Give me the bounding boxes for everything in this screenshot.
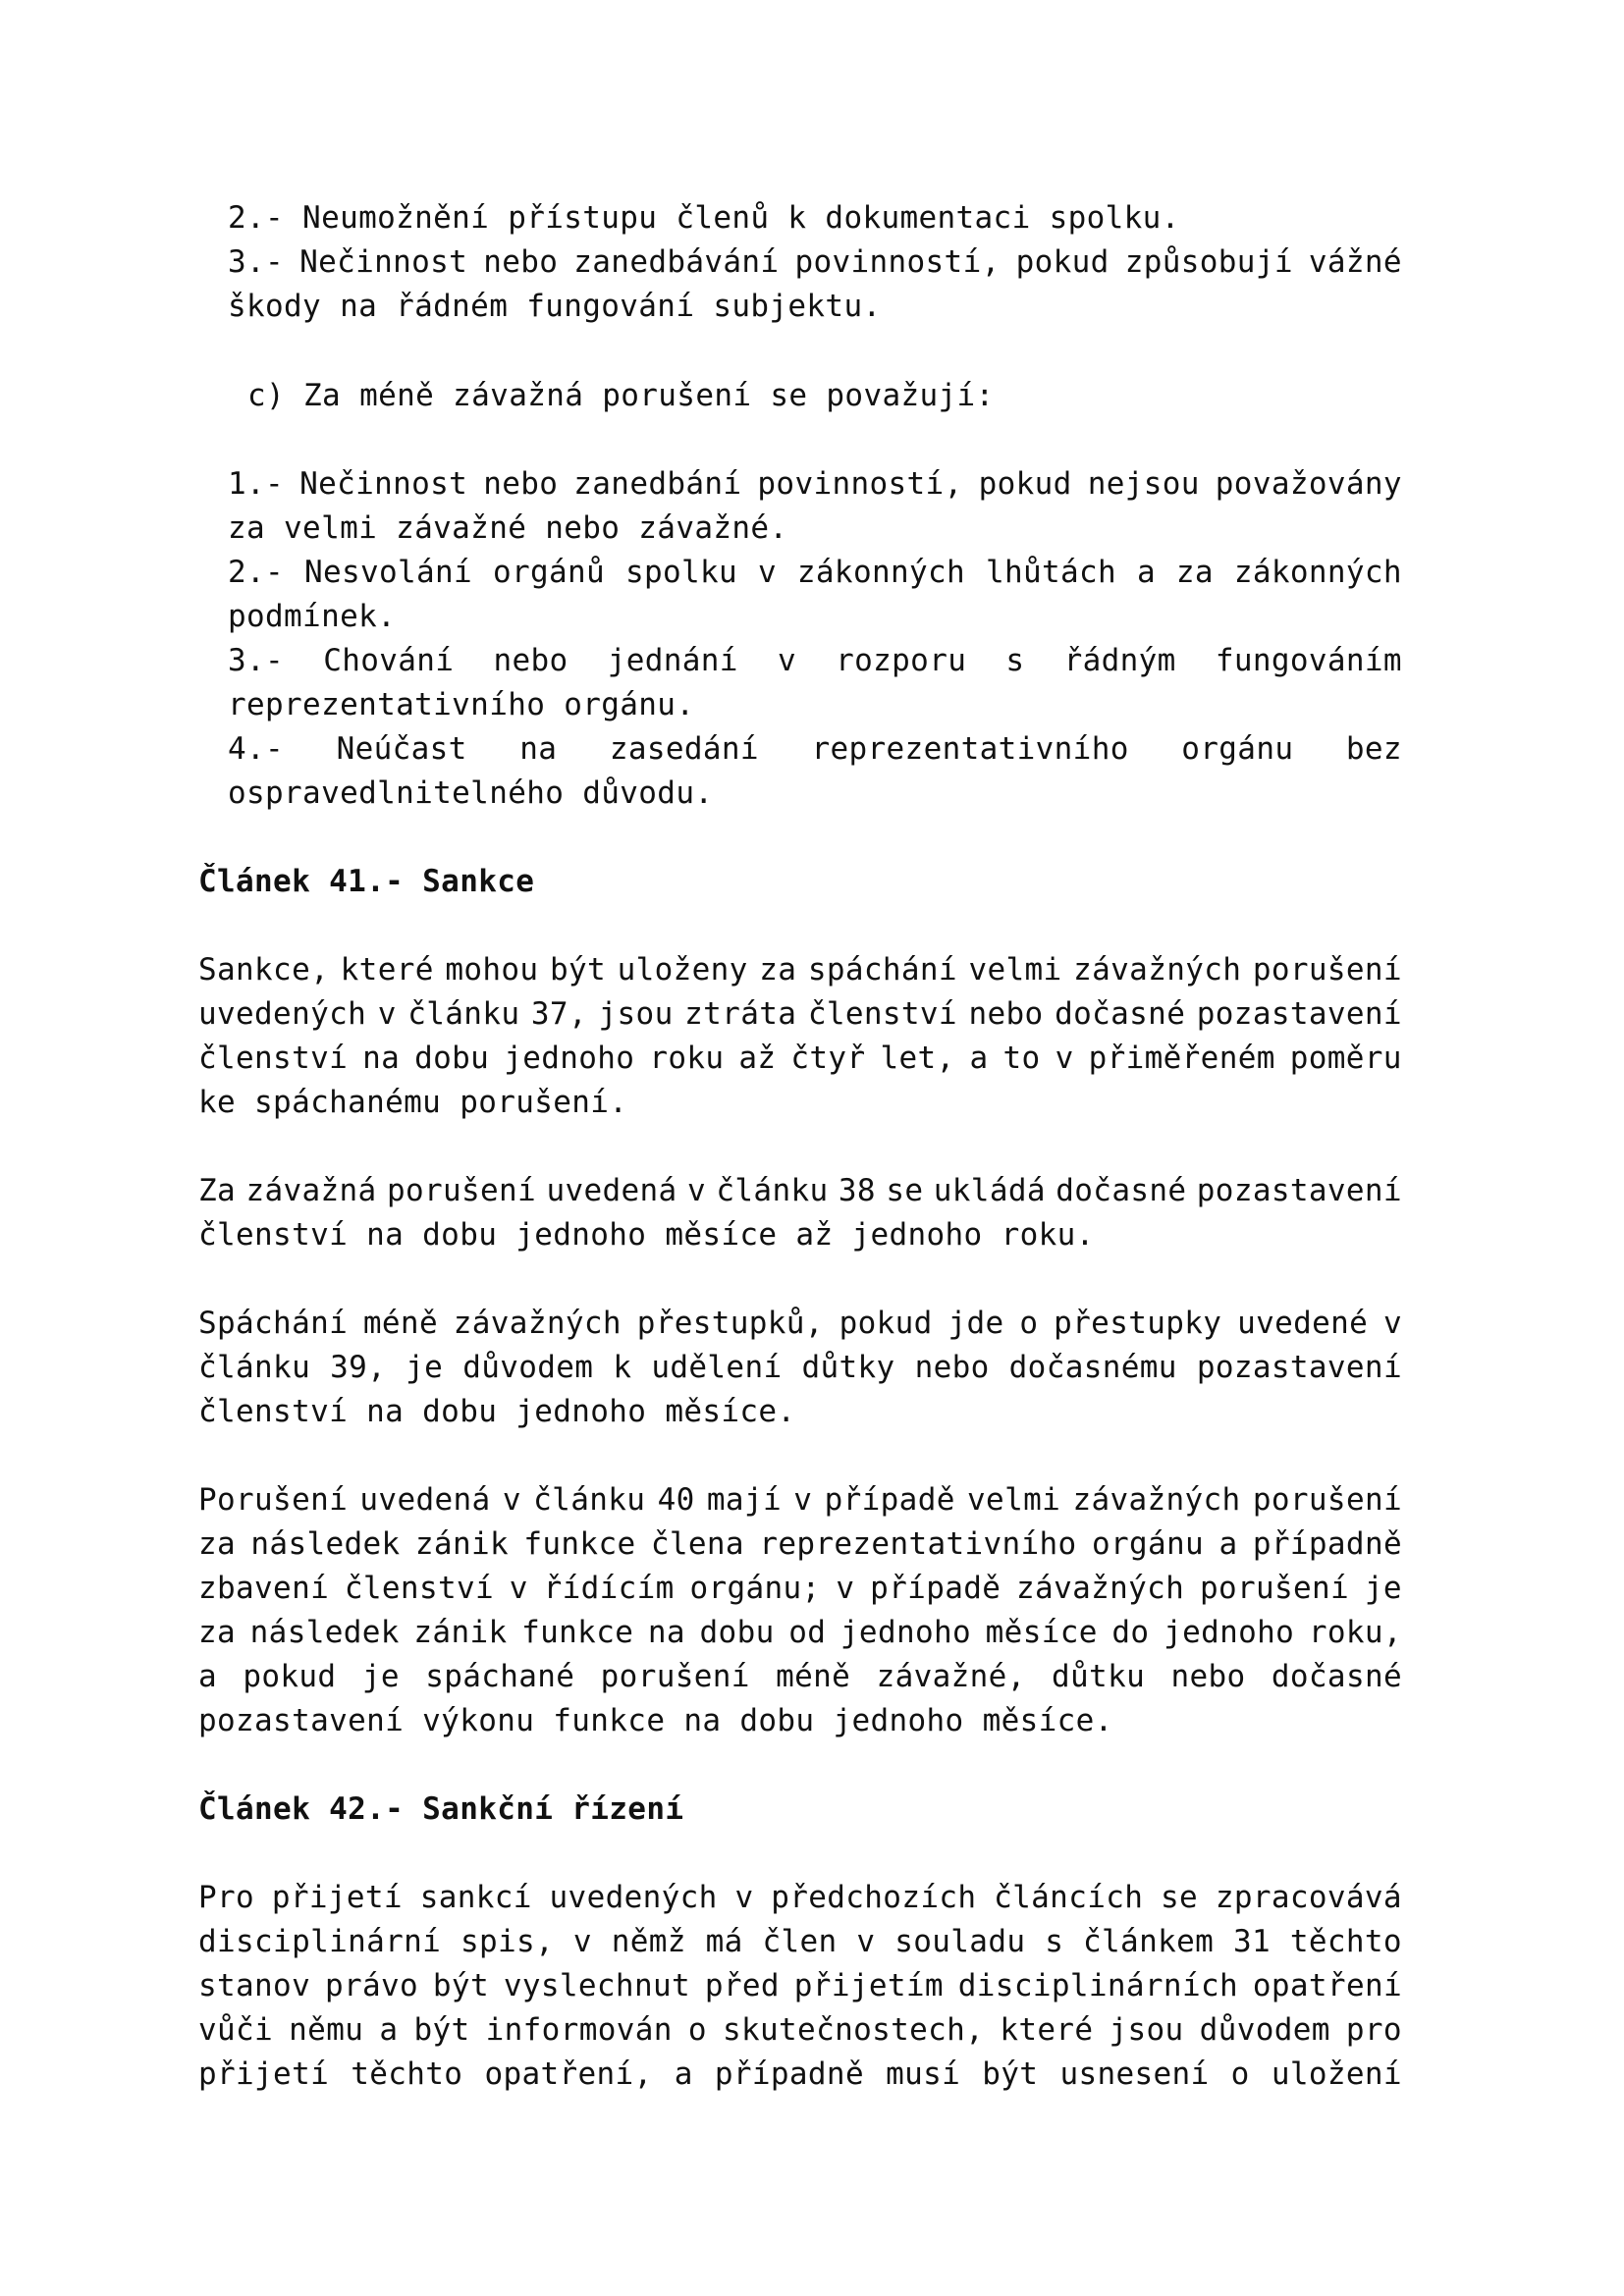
word: mohou — [445, 952, 539, 988]
word: orgánu — [1091, 1526, 1205, 1562]
word: a — [1136, 555, 1156, 590]
word: v — [377, 996, 397, 1032]
word: povinností, — [794, 244, 1001, 280]
word: sankcí — [419, 1880, 532, 1915]
word: vyslechnut — [503, 1968, 690, 2003]
word: článku — [198, 1350, 311, 1385]
word: k — [613, 1350, 632, 1385]
word: Spáchání — [198, 1306, 349, 1341]
word: v — [793, 1482, 813, 1518]
word: závažná — [245, 1173, 377, 1208]
word: zákonných — [1233, 555, 1402, 590]
word: jednoho — [839, 1615, 972, 1650]
word: a — [379, 2012, 399, 2048]
word: uvedená — [359, 1482, 491, 1518]
word: pokud — [839, 1306, 933, 1341]
word: pokud — [1015, 244, 1110, 280]
word: a — [969, 1041, 989, 1076]
word: stanov — [198, 1968, 311, 2003]
list-item — [228, 729, 1402, 769]
paragraph-line — [198, 1171, 1402, 1210]
word: o — [1230, 2056, 1250, 2092]
word: v — [686, 1173, 706, 1208]
word: které — [340, 952, 434, 988]
word: skutečnostech, — [723, 2012, 985, 2048]
word: o — [1019, 1306, 1039, 1341]
word: 2.- — [228, 555, 285, 590]
word: je — [1364, 1571, 1402, 1606]
word: nejsou — [1087, 466, 1200, 502]
word: členství — [198, 1041, 349, 1076]
word: méně — [362, 1306, 438, 1341]
word: spáchané — [425, 1659, 575, 1694]
word: se — [1161, 1880, 1199, 1915]
word: spis, — [460, 1924, 555, 1959]
word: článcích — [994, 1880, 1144, 1915]
word: závažných — [1016, 1571, 1185, 1606]
paragraph-line — [198, 1348, 1402, 1387]
paragraph-last-line: členství na dobu jednoho měsíce. — [198, 1394, 796, 1429]
word: čtyř — [790, 1041, 866, 1076]
word: orgánu — [1181, 731, 1294, 767]
paragraph-line — [198, 1569, 1402, 1608]
word: člen — [762, 1924, 838, 1959]
word: uložení — [1271, 2056, 1402, 2092]
word: vážné — [1308, 244, 1402, 280]
word: reprezentativního — [811, 731, 1129, 767]
word: jsou — [1109, 2012, 1184, 2048]
word: v — [757, 555, 777, 590]
list-item-continuation: za velmi závažné nebo závažné. — [228, 510, 788, 546]
paragraph-line — [198, 1304, 1402, 1343]
word: zanedbávání — [573, 244, 780, 280]
word: nebo — [483, 466, 559, 502]
list-item-continuation: reprezentativního orgánu. — [228, 687, 695, 722]
word: které — [1000, 2012, 1094, 2048]
word: měsíce — [985, 1615, 1098, 1650]
word: orgánů — [492, 555, 606, 590]
word: závažných — [1073, 952, 1242, 988]
list-item-continuation: podmínek. — [228, 599, 397, 634]
word: porušení — [600, 1659, 750, 1694]
word: pokud — [978, 466, 1072, 502]
word: musí — [886, 2056, 961, 2092]
word: řídícím — [543, 1571, 675, 1606]
word: v — [502, 1482, 521, 1518]
word: jednoho — [504, 1041, 635, 1076]
word: za — [198, 1615, 237, 1650]
word: opatření, — [484, 2056, 653, 2092]
word: uloženy — [617, 952, 748, 988]
word: 39, — [330, 1350, 387, 1385]
list-item-continuation: škody na řádném fungování subjektu. — [228, 289, 882, 324]
paragraph-line — [198, 1657, 1402, 1696]
word: se — [886, 1173, 924, 1208]
word: předchozích — [771, 1880, 977, 1915]
word: opatření — [1252, 1968, 1402, 2003]
word: zákonných — [796, 555, 966, 590]
word: Nečinnost — [299, 244, 468, 280]
word: za — [759, 952, 797, 988]
word: zánik — [413, 1615, 508, 1650]
word: v — [572, 1924, 592, 1959]
word: pokud — [243, 1659, 337, 1694]
word: na — [362, 1041, 401, 1076]
word: závažné, — [876, 1659, 1026, 1694]
word: za — [1175, 555, 1214, 590]
word: až — [738, 1041, 777, 1076]
word: bez — [1345, 731, 1402, 767]
word: roku, — [1308, 1615, 1402, 1650]
word: článkem — [1083, 1924, 1215, 1959]
word: porušení — [1252, 952, 1402, 988]
word: souladu — [894, 1924, 1026, 1959]
word: dočasnému — [1008, 1350, 1177, 1385]
word: povinností, — [757, 466, 963, 502]
paragraph-line — [198, 2010, 1402, 2050]
word: uvedených — [549, 1880, 718, 1915]
list-item — [228, 553, 1402, 592]
word: přijetí — [271, 1880, 403, 1915]
list-item — [228, 242, 1402, 282]
word: článku — [533, 1482, 646, 1518]
word: je — [361, 1659, 400, 1694]
word: zbavení — [198, 1571, 330, 1606]
word: lhůtách — [985, 555, 1117, 590]
paragraph-last-line: pozastavení výkonu funkce na dobu jednoho měsíce. — [198, 1703, 1113, 1738]
word: důtku — [1052, 1659, 1146, 1694]
word: nebo — [914, 1350, 990, 1385]
word: nebo — [968, 996, 1044, 1032]
word: přestupky — [1054, 1306, 1222, 1341]
list-item — [228, 641, 1402, 680]
word: v — [777, 643, 796, 678]
word: Za — [198, 1173, 237, 1208]
word: následek — [250, 1526, 401, 1562]
word: Chování — [323, 643, 455, 678]
word: do — [1111, 1615, 1150, 1650]
word: v — [734, 1880, 754, 1915]
word: případně — [714, 2056, 864, 2092]
word: usnesení — [1059, 2056, 1210, 2092]
word: nebo — [1170, 1659, 1246, 1694]
word: vůči — [198, 2012, 274, 2048]
word: dobu — [699, 1615, 775, 1650]
word: členství — [807, 996, 957, 1032]
paragraph-line — [198, 1613, 1402, 1652]
word: jde — [947, 1306, 1004, 1341]
word: těchto — [1289, 1924, 1402, 1959]
word: závažných — [453, 1306, 622, 1341]
word: roku — [649, 1041, 725, 1076]
word: být — [413, 2012, 470, 2048]
word: dobu — [414, 1041, 490, 1076]
word: být — [549, 952, 606, 988]
word: zpracovává — [1215, 1880, 1402, 1915]
list-item-continuation: ospravedlnitelného důvodu. — [228, 775, 714, 811]
word: funkce — [521, 1615, 634, 1650]
word: jednoho — [1164, 1615, 1295, 1650]
word: přestupků, — [636, 1306, 824, 1341]
word: 3.- — [228, 643, 285, 678]
word: následek — [249, 1615, 400, 1650]
word: 1.- — [228, 466, 285, 502]
word: zasedání — [609, 731, 759, 767]
word: být — [982, 2056, 1039, 2092]
word: uvedená — [546, 1173, 677, 1208]
word: disciplinární — [198, 1924, 442, 1959]
word: způsobují — [1124, 244, 1293, 280]
word: důvodem — [462, 1350, 594, 1385]
word: porušení — [1199, 1571, 1350, 1606]
section-heading: c) Za méně závažná porušení se považují: — [247, 378, 995, 413]
word: na — [519, 731, 558, 767]
word: článku — [716, 1173, 829, 1208]
word: Sankce, — [198, 952, 330, 988]
word: být — [432, 1968, 489, 2003]
word: němu — [289, 2012, 364, 2048]
word: má — [705, 1924, 743, 1959]
word: pozastavení — [1196, 996, 1402, 1032]
list-item: 2.- Neumožnění přístupu členů k dokumentaci spolku. — [228, 200, 1180, 236]
word: to — [1002, 1041, 1041, 1076]
word: velmi — [967, 1482, 1061, 1518]
word: nebo — [493, 643, 568, 678]
word: důvodem — [1199, 2012, 1330, 2048]
word: na — [647, 1615, 685, 1650]
word: Pro — [198, 1880, 255, 1915]
word: udělení — [651, 1350, 783, 1385]
word: let, — [880, 1041, 955, 1076]
word: případně — [1252, 1526, 1402, 1562]
word: porušení — [1252, 1482, 1402, 1518]
word: jsou — [598, 996, 674, 1032]
article-heading: Článek 41.- Sankce — [198, 864, 535, 899]
word: poměru — [1289, 1041, 1402, 1076]
word: Nečinnost — [299, 466, 468, 502]
word: uvedené — [1237, 1306, 1369, 1341]
word: nebo — [483, 244, 559, 280]
word: porušení — [386, 1173, 537, 1208]
word: a — [674, 2056, 693, 2092]
word: a — [1218, 1526, 1238, 1562]
word: disciplinárních — [957, 1968, 1238, 2003]
word: jednání — [607, 643, 738, 678]
word: Porušení — [198, 1482, 349, 1518]
word: velmi — [968, 952, 1062, 988]
word: s — [1045, 1924, 1064, 1959]
word: je — [406, 1350, 444, 1385]
paragraph-line — [198, 1039, 1402, 1078]
word: článku — [407, 996, 520, 1032]
word: uvedených — [198, 996, 367, 1032]
word: němž — [611, 1924, 686, 1959]
word: reprezentativního — [759, 1526, 1077, 1562]
article-heading: Článek 42.- Sankční řízení — [198, 1791, 684, 1827]
word: ztráta — [684, 996, 797, 1032]
word: informován — [485, 2012, 673, 2048]
word: dočasné — [1055, 996, 1186, 1032]
paragraph-line — [198, 1966, 1402, 2005]
word: v — [1382, 1306, 1402, 1341]
word: případě — [870, 1571, 1001, 1606]
word: orgánu; — [689, 1571, 821, 1606]
paragraph-line — [198, 1922, 1402, 1961]
word: dočasné — [1056, 1173, 1187, 1208]
word: 40 — [657, 1482, 695, 1518]
word: dočasné — [1271, 1659, 1402, 1694]
word: před — [704, 1968, 780, 2003]
word: a — [198, 1659, 218, 1694]
word: člena — [650, 1526, 744, 1562]
word: méně — [776, 1659, 851, 1694]
word: případě — [824, 1482, 955, 1518]
word: s — [1005, 643, 1025, 678]
word: spáchání — [807, 952, 957, 988]
word: v — [509, 1571, 528, 1606]
list-item — [228, 464, 1402, 504]
paragraph-last-line: ke spáchanému porušení. — [198, 1085, 628, 1120]
word: v — [1055, 1041, 1074, 1076]
paragraph-last-line: členství na dobu jednoho měsíce až jednoho roku. — [198, 1217, 1095, 1253]
word: Nesvolání — [303, 555, 473, 590]
word: považovány — [1215, 466, 1402, 502]
paragraph-line — [198, 1524, 1402, 1564]
word: přijetím — [793, 1968, 944, 2003]
word: pozastavení — [1196, 1173, 1402, 1208]
word: těchto — [351, 2056, 463, 2092]
word: zanedbání — [573, 466, 742, 502]
word: řádným — [1063, 643, 1176, 678]
word: 31 — [1232, 1924, 1271, 1959]
word: Neúčast — [336, 731, 467, 767]
word: od — [788, 1615, 827, 1650]
word: o — [687, 2012, 707, 2048]
word: právo — [324, 1968, 419, 2003]
word: přijetí — [198, 2056, 330, 2092]
word: přiměřeném — [1088, 1041, 1275, 1076]
word: 4.- — [228, 731, 285, 767]
word: 37, — [530, 996, 587, 1032]
word: ukládá — [933, 1173, 1046, 1208]
word: spolku — [624, 555, 738, 590]
word: rozporu — [836, 643, 967, 678]
word: 3.- — [228, 244, 285, 280]
paragraph-line — [198, 1480, 1402, 1520]
paragraph-line — [198, 950, 1402, 989]
word: členství — [344, 1571, 494, 1606]
word: závažných — [1072, 1482, 1241, 1518]
word: pozastavení — [1196, 1350, 1402, 1385]
word: zánik — [414, 1526, 509, 1562]
word: důtky — [801, 1350, 895, 1385]
paragraph-line — [198, 1878, 1402, 1917]
word: za — [198, 1526, 237, 1562]
paragraph-line — [198, 2055, 1402, 2094]
word: 38 — [838, 1173, 876, 1208]
word: fungováním — [1215, 643, 1402, 678]
paragraph-line — [198, 994, 1402, 1034]
word: mají — [706, 1482, 782, 1518]
word: v — [836, 1571, 855, 1606]
word: v — [856, 1924, 876, 1959]
word: pro — [1345, 2012, 1402, 2048]
word: funkce — [523, 1526, 636, 1562]
